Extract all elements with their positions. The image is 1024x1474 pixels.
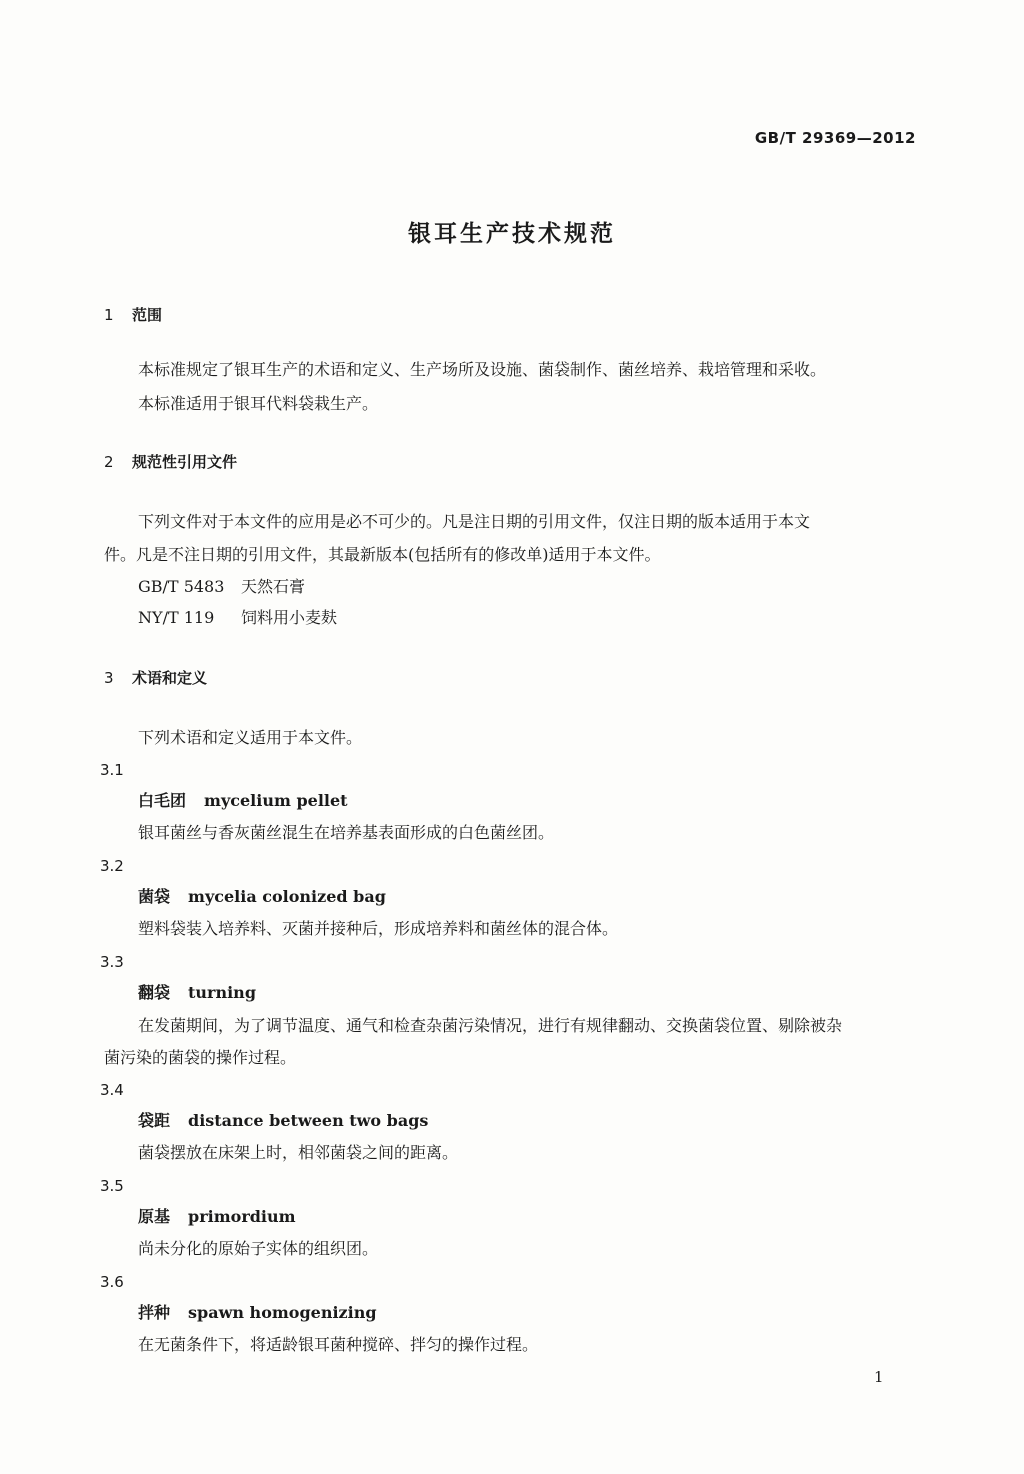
term-definition: 银耳菌丝与香灰菌丝混生在培养基表面形成的白色菌丝团。 bbox=[138, 823, 555, 842]
clause-number: 3.1 bbox=[100, 761, 124, 779]
section-1-heading bbox=[104, 304, 162, 326]
term-en: mycelium pellet bbox=[204, 791, 348, 810]
section-3-title: 术语和定义 bbox=[132, 669, 208, 687]
section-2-para-line-1: 下列文件对于本文件的应用是必不可少的。凡是注日期的引用文件，仅注日期的版本适用于本文 bbox=[138, 512, 811, 531]
term-heading bbox=[138, 886, 386, 908]
clause-number: 3.2 bbox=[100, 857, 124, 875]
term-en: spawn homogenizing bbox=[188, 1303, 377, 1322]
section-2-heading bbox=[104, 451, 237, 473]
section-3-heading bbox=[104, 667, 207, 689]
section-2-title: 规范性引用文件 bbox=[132, 453, 238, 471]
section-2-para-line-2: 件。凡是不注日期的引用文件，其最新版本(包括所有的修改单)适用于本文件。 bbox=[104, 545, 661, 564]
term-definition: 菌袋摆放在床架上时，相邻菌袋之间的距离。 bbox=[138, 1143, 459, 1162]
term-en: turning bbox=[188, 983, 256, 1002]
page-number: 1 bbox=[874, 1368, 884, 1386]
term-definition: 在无菌条件下，将适龄银耳菌种搅碎、拌匀的操作过程。 bbox=[138, 1335, 539, 1354]
clause-number: 3.4 bbox=[100, 1081, 124, 1099]
reference-item bbox=[138, 576, 305, 598]
reference-code: GB/T 5483 bbox=[138, 577, 225, 596]
term-definition: 塑料袋装入培养料、灭菌并接种后，形成培养料和菌丝体的混合体。 bbox=[138, 919, 619, 938]
term-zh: 原基 bbox=[138, 1207, 171, 1226]
term-en: primordium bbox=[188, 1207, 296, 1226]
term-heading bbox=[138, 1206, 296, 1228]
section-3-intro: 下列术语和定义适用于本文件。 bbox=[138, 728, 363, 747]
term-en: distance between two bags bbox=[188, 1111, 429, 1130]
term-heading bbox=[138, 790, 348, 812]
section-3-number: 3 bbox=[104, 669, 114, 687]
standard-number: GB/T 29369—2012 bbox=[754, 129, 916, 147]
term-zh: 白毛团 bbox=[138, 791, 187, 810]
term-definition: 尚未分化的原始子实体的组织团。 bbox=[138, 1239, 379, 1258]
reference-code: NY/T 119 bbox=[138, 608, 215, 627]
term-zh: 翻袋 bbox=[138, 983, 171, 1002]
term-heading bbox=[138, 1302, 377, 1324]
section-1-para-1: 本标准规定了银耳生产的术语和定义、生产场所及设施、菌袋制作、菌丝培养、栽培管理和采收。 bbox=[138, 360, 827, 379]
term-zh: 袋距 bbox=[138, 1111, 171, 1130]
reference-name: 天然石膏 bbox=[241, 577, 306, 596]
document-title: 银耳生产技术规范 bbox=[408, 221, 616, 247]
section-1-para-2: 本标准适用于银耳代料袋栽生产。 bbox=[138, 394, 379, 413]
clause-number: 3.6 bbox=[100, 1273, 124, 1291]
section-1-number: 1 bbox=[104, 306, 114, 324]
clause-number: 3.5 bbox=[100, 1177, 124, 1195]
term-heading bbox=[138, 982, 256, 1004]
term-heading bbox=[138, 1110, 428, 1132]
term-definition: 在发菌期间，为了调节温度、通气和检查杂菌污染情况，进行有规律翻动、交换菌袋位置、剔除被杂 bbox=[138, 1016, 843, 1035]
term-zh: 菌袋 bbox=[138, 887, 171, 906]
reference-name: 饲料用小麦麸 bbox=[241, 608, 338, 627]
term-definition-continued: 菌污染的菌袋的操作过程。 bbox=[104, 1048, 297, 1067]
term-en: mycelia colonized bag bbox=[188, 887, 386, 906]
reference-item bbox=[138, 607, 337, 629]
section-2-number: 2 bbox=[104, 453, 114, 471]
term-zh: 拌种 bbox=[138, 1303, 171, 1322]
clause-number: 3.3 bbox=[100, 953, 124, 971]
section-1-title: 范围 bbox=[132, 306, 163, 324]
